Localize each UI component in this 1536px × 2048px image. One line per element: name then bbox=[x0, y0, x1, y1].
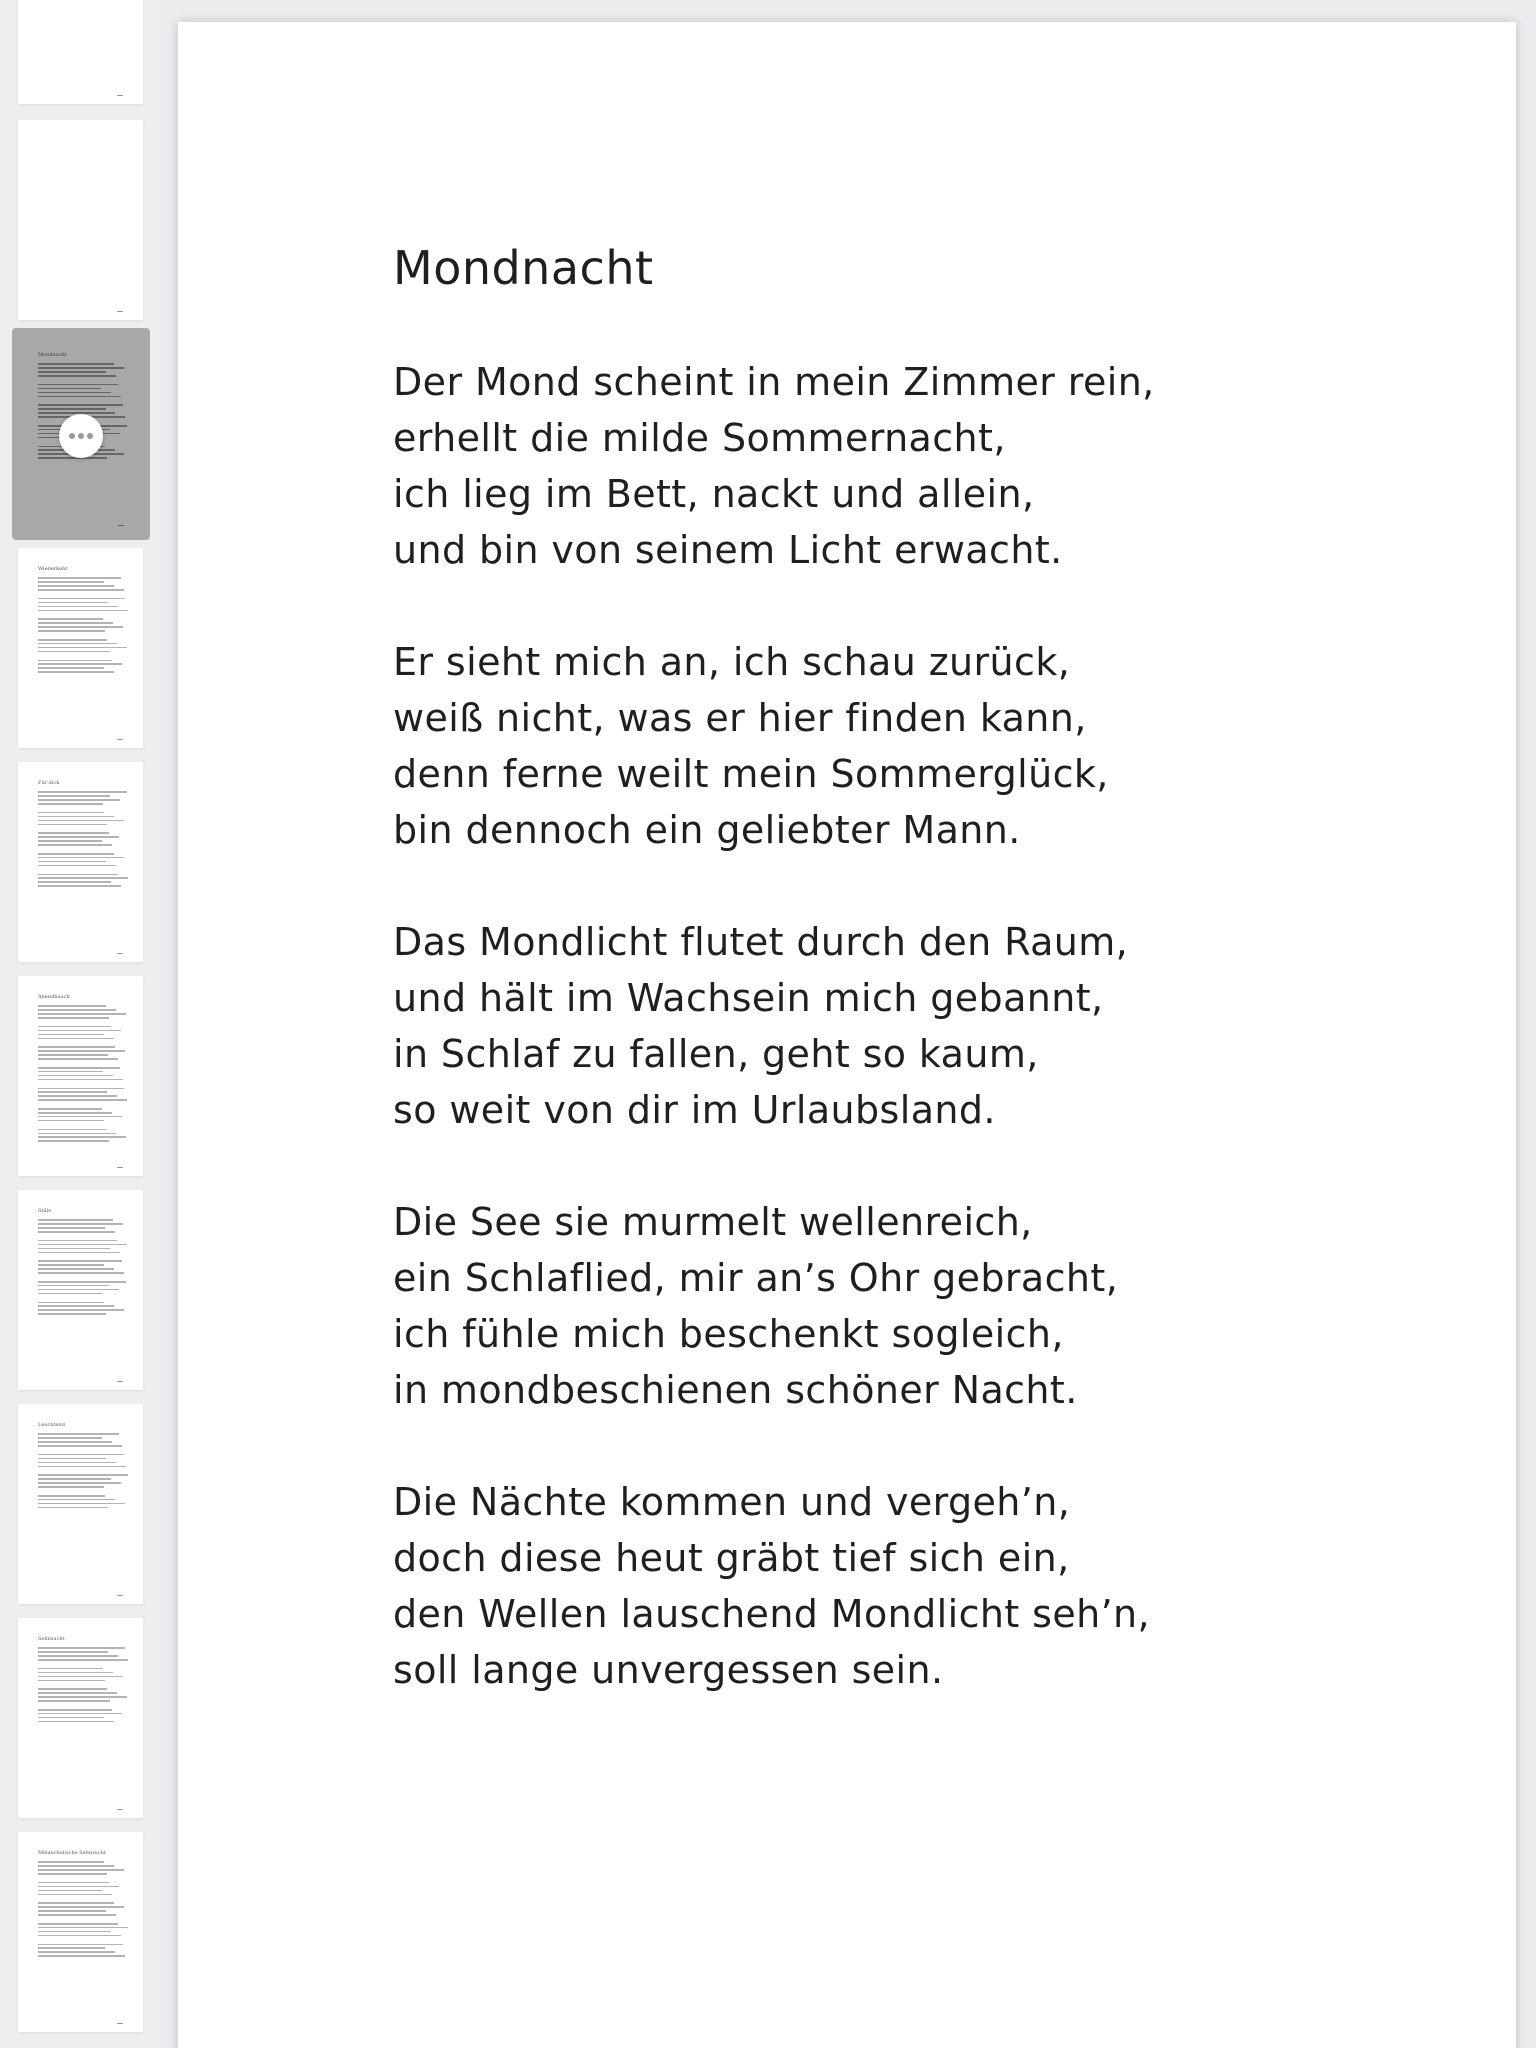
thumbnail-text-line bbox=[38, 1923, 118, 1925]
thumbnail-text-line bbox=[38, 832, 109, 834]
thumbnail-text-line bbox=[38, 1437, 102, 1439]
thumbnail-text-line bbox=[38, 404, 123, 406]
thumbnail-gap bbox=[38, 1957, 129, 1962]
poem bbox=[393, 240, 1155, 1754]
thumbnail-gap bbox=[38, 673, 129, 678]
thumbnail-text-line bbox=[38, 795, 110, 797]
thumbnail-text-line bbox=[38, 1503, 125, 1505]
thumbnail-page-number bbox=[117, 739, 123, 741]
verse-line: in mondbeschienen schöner Nacht. bbox=[393, 1368, 1078, 1412]
thumbnail-text-line bbox=[38, 824, 107, 826]
thumbnail-text-line bbox=[38, 861, 106, 863]
thumbnail-text-line bbox=[38, 1244, 127, 1246]
verse-line: doch diese heut gräbt tief sich ein, bbox=[393, 1536, 1070, 1580]
thumbnail-title: Sehnsucht bbox=[38, 1636, 65, 1642]
thumbnail-gap bbox=[38, 866, 129, 871]
thumbnail-gap bbox=[38, 397, 128, 402]
thumbnail-text-line bbox=[38, 1433, 119, 1435]
thumbnail-text-line bbox=[38, 1910, 106, 1912]
thumbnail-text-line bbox=[38, 1672, 113, 1674]
thumbnail-text-line bbox=[38, 1293, 102, 1295]
verse-line: ich fühle mich beschenkt sogleich, bbox=[393, 1312, 1064, 1356]
thumbnail-text-line bbox=[38, 396, 121, 398]
verse-line: denn ferne weilt mein Sommerglück, bbox=[393, 752, 1109, 796]
thumbnail-text-line bbox=[38, 1285, 109, 1287]
thumbnail-gap bbox=[38, 805, 129, 810]
thumbnail-text-line bbox=[38, 1313, 106, 1315]
thumbnail-content bbox=[38, 994, 129, 1147]
thumbnail-text-line bbox=[38, 367, 124, 369]
thumbnail-text-line bbox=[38, 1120, 104, 1122]
page-thumbnail[interactable] bbox=[18, 1404, 143, 1604]
thumbnail-text-line bbox=[38, 1886, 119, 1888]
thumbnail-gap bbox=[38, 1447, 129, 1452]
thumbnail-text-line bbox=[38, 667, 104, 669]
thumbnail-text-line bbox=[38, 1478, 111, 1480]
thumbnail-text-line bbox=[38, 1030, 121, 1032]
thumbnail-text-line bbox=[38, 1499, 115, 1501]
thumbnail-text-line bbox=[38, 1659, 128, 1661]
page-thumbnail[interactable] bbox=[18, 0, 143, 104]
thumbnail-text-line bbox=[38, 1272, 124, 1274]
thumbnail-text-line bbox=[38, 626, 123, 628]
stanza bbox=[393, 1474, 1155, 1698]
thumbnail-page-number bbox=[117, 1381, 123, 1383]
thumbnail-text-line bbox=[38, 1441, 112, 1443]
dot bbox=[87, 433, 93, 439]
thumbnail-gap bbox=[38, 825, 129, 830]
thumbnail-text-line bbox=[38, 1865, 114, 1867]
thumbnail-text-line bbox=[38, 816, 114, 818]
thumbnail-text-line bbox=[38, 1668, 103, 1670]
thumbnail-text-line bbox=[38, 610, 128, 612]
verse-line: und hält im Wachsein mich gebannt, bbox=[393, 976, 1104, 1020]
thumbnail-gap bbox=[38, 611, 129, 616]
thumbnail-text-line bbox=[38, 820, 124, 822]
thumbnail-text-line bbox=[38, 857, 124, 859]
thumbnail-text-line bbox=[38, 1495, 105, 1497]
thumbnail-title: Wiederkehr bbox=[38, 566, 68, 572]
stanza bbox=[393, 354, 1155, 578]
thumbnail-title: Für dich bbox=[38, 780, 60, 786]
thumbnail-text-line bbox=[38, 1445, 122, 1447]
thumbnail-page-number bbox=[118, 525, 124, 527]
thumbnail-text-line bbox=[38, 1005, 106, 1007]
thumbnail-text-line bbox=[38, 1034, 104, 1036]
thumbnail-text-line bbox=[38, 371, 106, 373]
thumbnail-text-line bbox=[38, 1955, 125, 1957]
thumbnail-text-line bbox=[38, 1692, 117, 1694]
page-thumbnail[interactable] bbox=[18, 120, 143, 320]
thumbnail-text-line bbox=[38, 581, 104, 583]
thumbnail-text-line bbox=[38, 647, 127, 649]
thumbnail-text-line bbox=[38, 606, 118, 608]
thumbnail-text-line bbox=[38, 651, 110, 653]
thumbnail-text-line bbox=[38, 1688, 107, 1690]
verse-line: bin dennoch ein geliebter Mann. bbox=[393, 808, 1021, 852]
thumbnail-gap bbox=[38, 1681, 129, 1686]
thumbnail-gap bbox=[38, 652, 129, 657]
thumbnail-text-line bbox=[38, 1116, 122, 1118]
thumbnail-text-line bbox=[38, 1260, 122, 1262]
verse-line: Die Nächte kommen und vergeh’n, bbox=[393, 1480, 1071, 1524]
thumbnail-text-line bbox=[38, 1071, 103, 1073]
thumbnail-gap bbox=[38, 1080, 129, 1085]
page-thumbnail[interactable] bbox=[18, 1618, 143, 1818]
thumbnail-gap bbox=[38, 591, 129, 596]
thumbnail-text-line bbox=[38, 885, 121, 887]
thumbnail-text-line bbox=[38, 799, 120, 801]
verse-line: so weit von dir im Urlaubsland. bbox=[393, 1088, 996, 1132]
thumbnail-text-line bbox=[38, 1227, 105, 1229]
thumbnail-text-line bbox=[38, 577, 121, 579]
thumbnail-gap bbox=[38, 1019, 129, 1024]
thumbnail-text-line bbox=[38, 1676, 123, 1678]
thumbnail-text-line bbox=[38, 1038, 114, 1040]
verse-line: den Wellen lauschend Mondlicht seh’n, bbox=[393, 1592, 1151, 1636]
thumbnail-text-line bbox=[38, 1474, 128, 1476]
thumbnail-gap bbox=[38, 377, 128, 382]
thumbnail-gap bbox=[38, 1702, 129, 1707]
thumbnail-page-number bbox=[117, 311, 123, 313]
verse-line: Das Mondlicht flutet durch den Raum, bbox=[393, 920, 1129, 964]
thumbnail-text-line bbox=[38, 812, 104, 814]
thumbnail-content bbox=[38, 1636, 129, 1727]
thumbnail-title: Leuchtend bbox=[38, 1422, 65, 1428]
verse-line: Der Mond scheint in mein Zimmer rein, bbox=[393, 360, 1155, 404]
thumbnail-content bbox=[38, 1208, 129, 1320]
thumbnail-text-line bbox=[38, 1894, 112, 1896]
thumbnail-title: Abendhauch bbox=[38, 994, 70, 1000]
thumbnail-text-line bbox=[38, 836, 119, 838]
verse-line: ein Schlaflied, mir an’s Ohr gebracht, bbox=[393, 1256, 1119, 1300]
thumbnail-text-line bbox=[38, 622, 113, 624]
thumbnail-text-line bbox=[38, 671, 114, 673]
thumbnail-text-line bbox=[38, 1140, 109, 1142]
thumbnail-text-line bbox=[38, 844, 112, 846]
thumbnail-text-line bbox=[38, 1861, 104, 1863]
thumbnail-text-line bbox=[38, 1302, 104, 1304]
thumbnail-text-line bbox=[38, 1264, 104, 1266]
thumbnail-text-line bbox=[38, 1099, 127, 1101]
page-thumbnail[interactable] bbox=[18, 1832, 143, 2032]
thumbnail-gap bbox=[38, 1467, 129, 1472]
thumbnail-gap bbox=[38, 459, 128, 464]
thumbnail-text-line bbox=[38, 639, 107, 641]
thumbnail-text-line bbox=[38, 375, 116, 377]
thumbnail-text-line bbox=[38, 1095, 117, 1097]
thumbnail-text-line bbox=[38, 1935, 121, 1937]
thumbnail-content bbox=[38, 1422, 129, 1513]
thumbnail-text-line bbox=[38, 1717, 104, 1719]
thumbnail-text-line bbox=[38, 1869, 124, 1871]
thumbnail-text-line bbox=[38, 585, 114, 587]
thumbnail-text-line bbox=[38, 1289, 119, 1291]
thumbnail-text-line bbox=[38, 1136, 126, 1138]
thumbnail-gap bbox=[38, 1722, 129, 1727]
thumbnail-text-line bbox=[38, 1058, 118, 1060]
thumbnail-page-number bbox=[117, 1167, 123, 1169]
thumbnail-gap bbox=[38, 1233, 129, 1238]
thumbnail-text-line bbox=[38, 457, 107, 459]
verse-line: in Schlaf zu fallen, geht so kaum, bbox=[393, 1032, 1039, 1076]
thumbnail-text-line bbox=[38, 1944, 123, 1946]
thumbnail-title: Melancholische Sehnsucht bbox=[38, 1850, 106, 1856]
thumbnail-text-line bbox=[38, 1013, 126, 1015]
poem-body bbox=[393, 354, 1155, 1698]
thumbnail-text-line bbox=[38, 1906, 124, 1908]
thumbnail-text-line bbox=[38, 1486, 104, 1488]
thumbnail-gap bbox=[38, 1039, 129, 1044]
stanza bbox=[393, 1194, 1155, 1418]
thumbnail-text-line bbox=[38, 1466, 126, 1468]
thumbnail-text-line bbox=[38, 1067, 120, 1069]
verse-line: soll lange unvergessen sein. bbox=[393, 1648, 944, 1692]
thumbnail-gap bbox=[38, 1916, 129, 1921]
thumbnail-text-line bbox=[38, 1507, 108, 1509]
thumbnail-content bbox=[38, 1850, 129, 1962]
thumbnail-gap bbox=[38, 1508, 129, 1513]
thumbnail-gap bbox=[38, 1661, 129, 1666]
thumbnail-title: Stille bbox=[38, 1208, 52, 1214]
thumbnail-text-line bbox=[38, 1009, 116, 1011]
thumbnail-text-line bbox=[38, 1462, 116, 1464]
verse-line: Die See sie murmelt wellenreich, bbox=[393, 1200, 1033, 1244]
thumbnail-text-line bbox=[38, 1873, 107, 1875]
dot bbox=[78, 433, 84, 439]
more-horizontal-icon bbox=[69, 433, 93, 439]
thumbnail-text-line bbox=[38, 1252, 120, 1254]
thumbnail-content bbox=[38, 566, 129, 678]
document-page bbox=[178, 22, 1516, 2048]
thumbnail-text-line bbox=[38, 392, 111, 394]
thumbnail-text-line bbox=[38, 1458, 106, 1460]
thumbnail-text-line bbox=[38, 1248, 110, 1250]
thumbnail-text-line bbox=[38, 1902, 114, 1904]
thumbnail-text-line bbox=[38, 1713, 122, 1715]
thumbnail-content bbox=[38, 780, 129, 892]
thumbnail-text-line bbox=[38, 1882, 109, 1884]
verse-line: und bin von seinem Licht erwacht. bbox=[393, 528, 1063, 572]
thumbnail-text-line bbox=[38, 1281, 126, 1283]
thumbnail-text-line bbox=[38, 1696, 127, 1698]
thumbnail-text-line bbox=[38, 1309, 124, 1311]
thumbnail-text-line bbox=[38, 1046, 115, 1048]
thumbnail-text-line bbox=[38, 589, 124, 591]
poem-title: Mondnacht bbox=[393, 241, 654, 295]
thumbnail-text-line bbox=[38, 1133, 116, 1135]
thumbnail-gap bbox=[38, 1488, 129, 1493]
more-options-button[interactable] bbox=[59, 414, 103, 458]
page-thumbnail[interactable] bbox=[18, 548, 143, 748]
thumbnail-gap bbox=[38, 1274, 129, 1279]
thumbnail-text-line bbox=[38, 1931, 111, 1933]
thumbnail-page-number bbox=[117, 953, 123, 955]
thumbnail-text-line bbox=[38, 1231, 115, 1233]
thumbnail-text-line bbox=[38, 1655, 118, 1657]
thumbnail-text-line bbox=[38, 1240, 117, 1242]
thumbnail-text-line bbox=[38, 1647, 125, 1649]
page-thumbnail[interactable] bbox=[18, 762, 143, 962]
thumbnail-text-line bbox=[38, 1709, 112, 1711]
thumbnail-text-line bbox=[38, 618, 103, 620]
thumbnail-gap bbox=[38, 1315, 129, 1320]
thumbnail-text-line bbox=[38, 877, 128, 879]
thumbnail-text-line bbox=[38, 1914, 116, 1916]
thumbnail-text-line bbox=[38, 1129, 106, 1131]
stanza bbox=[393, 914, 1155, 1138]
thumbnail-text-line bbox=[38, 602, 108, 604]
thumbnail-text-line bbox=[38, 1088, 124, 1090]
thumbnail-title: Mondnacht bbox=[38, 352, 67, 358]
thumbnail-gap bbox=[38, 887, 129, 892]
thumbnail-text-line bbox=[38, 840, 102, 842]
thumbnail-text-line bbox=[38, 1927, 128, 1929]
thumbnail-text-line bbox=[38, 1721, 114, 1723]
thumbnail-gap bbox=[38, 846, 129, 851]
verse-line: ich lieg im Bett, nackt und allein, bbox=[393, 472, 1035, 516]
thumbnail-text-line bbox=[38, 1268, 114, 1270]
thumbnail-text-line bbox=[38, 1947, 105, 1949]
thumbnail-page-number bbox=[117, 1809, 123, 1811]
thumbnail-text-line bbox=[38, 865, 116, 867]
verse-line: weiß nicht, was er hier finden kann, bbox=[393, 696, 1087, 740]
thumbnail-text-line bbox=[38, 408, 106, 410]
dot bbox=[69, 433, 75, 439]
thumbnail-text-line bbox=[38, 1219, 113, 1221]
thumbnail-text-line bbox=[38, 643, 117, 645]
verse-line: erhellt die milde Sommernacht, bbox=[393, 416, 1006, 460]
thumbnail-text-line bbox=[38, 1951, 115, 1953]
thumbnail-text-line bbox=[38, 1482, 121, 1484]
thumbnail-text-line bbox=[38, 1079, 123, 1081]
thumbnail-gap bbox=[38, 1936, 129, 1941]
thumbnail-text-line bbox=[38, 1454, 124, 1456]
thumbnail-text-line bbox=[38, 1651, 108, 1653]
thumbnail-gap bbox=[38, 1101, 129, 1106]
thumbnail-gap bbox=[38, 1142, 129, 1147]
thumbnail-gap bbox=[38, 1121, 129, 1126]
thumbnail-text-line bbox=[38, 1890, 102, 1892]
page-thumbnail[interactable] bbox=[18, 976, 143, 1176]
thumbnail-text-line bbox=[38, 881, 111, 883]
thumbnail-text-line bbox=[38, 1054, 108, 1056]
thumbnail-text-line bbox=[38, 1112, 112, 1114]
thumbnail-gap bbox=[38, 1060, 129, 1065]
thumbnail-text-line bbox=[38, 1223, 123, 1225]
thumbnail-gap bbox=[38, 1895, 129, 1900]
thumbnail-text-line bbox=[38, 363, 114, 365]
verse-line: Er sieht mich an, ich schau zurück, bbox=[393, 640, 1071, 684]
thumbnail-text-line bbox=[38, 803, 103, 805]
thumbnail-page-number bbox=[117, 95, 123, 97]
thumbnail-text-line bbox=[38, 1050, 125, 1052]
thumbnail-gap bbox=[38, 1253, 129, 1258]
thumbnail-text-line bbox=[38, 660, 112, 662]
thumbnail-text-line bbox=[38, 630, 105, 632]
thumbnail-text-line bbox=[38, 598, 125, 600]
thumbnail-text-line bbox=[38, 1700, 110, 1702]
thumbnail-page-number bbox=[117, 1595, 123, 1597]
thumbnail-text-line bbox=[38, 1108, 102, 1110]
thumbnail-gap bbox=[38, 1294, 129, 1299]
thumbnail-text-line bbox=[38, 791, 127, 793]
thumbnail-text-line bbox=[38, 388, 101, 390]
thumbnail-text-line bbox=[38, 1026, 111, 1028]
thumbnail-text-line bbox=[38, 384, 118, 386]
thumbnail-gap bbox=[38, 632, 129, 637]
thumbnail-sidebar[interactable] bbox=[0, 0, 160, 2048]
thumbnail-text-line bbox=[38, 853, 114, 855]
thumbnail-page-number bbox=[117, 2023, 123, 2025]
thumbnail-text-line bbox=[38, 1680, 105, 1682]
thumbnail-text-line bbox=[38, 1305, 114, 1307]
thumbnail-text-line bbox=[38, 1017, 109, 1019]
thumbnail-text-line bbox=[38, 874, 118, 876]
stanza bbox=[393, 634, 1155, 858]
thumbnail-gap bbox=[38, 1875, 129, 1880]
thumbnail-text-line bbox=[38, 1075, 113, 1077]
thumbnail-text-line bbox=[38, 663, 122, 665]
thumbnail-text-line bbox=[38, 1091, 107, 1093]
page-thumbnail[interactable] bbox=[18, 1190, 143, 1390]
